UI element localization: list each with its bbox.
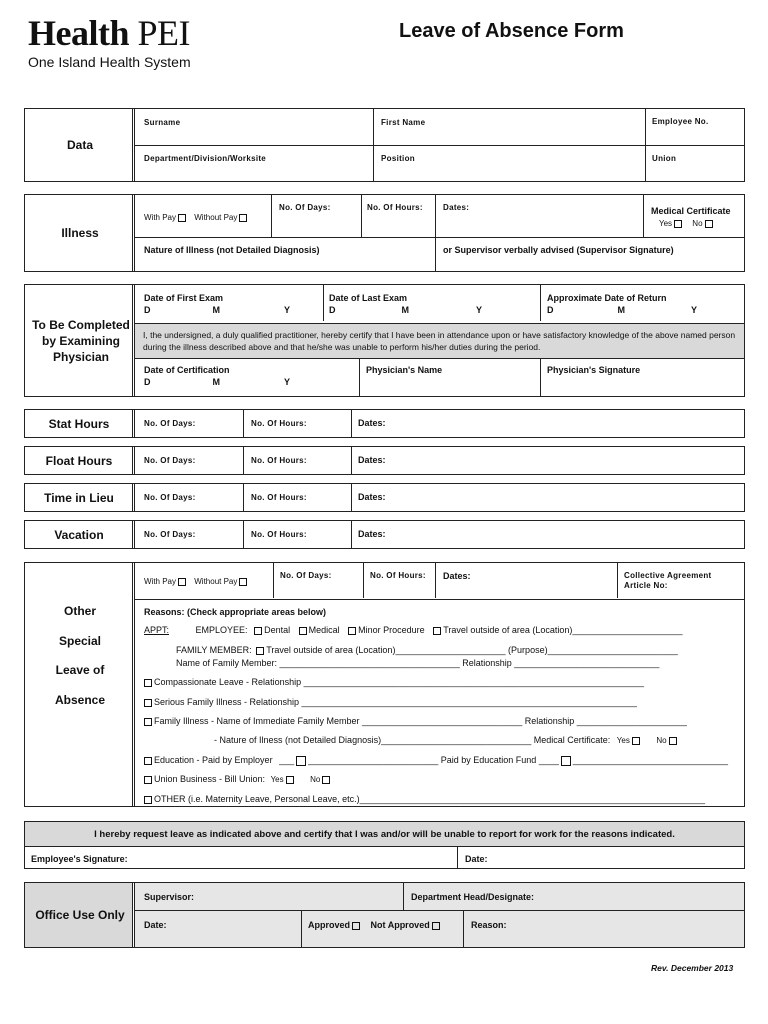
union-field[interactable]: Union (652, 154, 677, 163)
first-exam-d: D (144, 305, 151, 315)
other-hours-field[interactable]: No. Of Hours: (370, 571, 426, 580)
not-approved-checkbox[interactable] (432, 922, 440, 930)
float-days-field[interactable]: No. Of Days: (144, 456, 196, 465)
education-end: _______________________________ (572, 755, 729, 765)
vacation-days-field[interactable]: No. Of Days: (144, 530, 196, 539)
office-date-field[interactable]: Date: (144, 920, 167, 930)
supervisor-signature-field[interactable]: or Supervisor verbally advised (Supervisor Signature) (443, 245, 674, 255)
union-no-checkbox[interactable] (322, 776, 330, 784)
med-cert-no-label: No (692, 219, 703, 228)
article-no-label: Article No: (624, 581, 668, 590)
stat-dates-field[interactable]: Dates: (358, 418, 386, 428)
other-label-line2: Special (58, 633, 102, 648)
office-use-section (24, 882, 745, 948)
first-name-field[interactable]: First Name (381, 118, 426, 127)
last-exam-y: Y (476, 305, 483, 315)
illness-section (24, 194, 745, 272)
family-cert-no-label: No (656, 736, 667, 745)
dental-checkbox[interactable] (254, 627, 262, 635)
employee-label: EMPLOYEE: (195, 625, 248, 635)
reason-field[interactable]: Reason: (471, 920, 507, 930)
med-cert-options (659, 219, 715, 228)
stat-hours-label: Stat Hours (48, 416, 110, 431)
physician-label: To Be Completed by Examining Physician (32, 317, 130, 364)
reasons-heading: Reasons: (Check appropriate areas below) (144, 607, 327, 617)
education-employer-line: ___ (279, 755, 308, 765)
return-d: D (547, 305, 554, 315)
without-pay-checkbox[interactable] (239, 214, 247, 222)
fm-travel-label: Travel outside of area (Location)______________________ (Purpose)__________________________ (266, 645, 678, 655)
education-rest: __________________________ Paid by Education Fund ____ (308, 755, 559, 765)
collective-agreement-label: Collective Agreement (624, 571, 712, 580)
family-cert-no-checkbox[interactable] (669, 737, 677, 745)
declaration-date-field[interactable]: Date: (465, 854, 488, 864)
union-business-label: Union Business - Bill Union: (154, 774, 266, 784)
revision-date: Rev. December 2013 (651, 963, 734, 973)
certification-dmy[interactable] (144, 377, 290, 387)
lieu-hours-field[interactable]: No. Of Hours: (251, 493, 307, 502)
other-with-pay-checkbox[interactable] (178, 578, 186, 586)
family-member-label: FAMILY MEMBER: (176, 645, 252, 655)
vacation-dates-field[interactable]: Dates: (358, 529, 386, 539)
float-hours-section (24, 446, 745, 475)
compassionate-row (144, 677, 644, 687)
physician-signature-field[interactable]: Physician's Signature (547, 365, 641, 375)
return-m: M (617, 305, 625, 315)
other-without-pay-checkbox[interactable] (239, 578, 247, 586)
approved-checkbox[interactable] (352, 922, 360, 930)
with-pay-checkbox[interactable] (178, 214, 186, 222)
page-title: Leave of Absence Form (399, 20, 624, 42)
other-reason-checkbox[interactable] (144, 796, 152, 804)
first-exam-y: Y (284, 305, 291, 315)
appt-label: APPT: (144, 625, 170, 635)
serious-illness-checkbox[interactable] (144, 699, 152, 707)
logo-pei: PEI (137, 13, 190, 53)
float-dates-field[interactable]: Dates: (358, 455, 386, 465)
serious-illness-label: Serious Family Illness - Relationship ___________________________________________________________________ (154, 697, 637, 707)
other-label-line1: Other (63, 604, 96, 618)
cert-m: M (212, 377, 220, 387)
illness-days-field[interactable]: No. Of Days: (279, 203, 331, 212)
physician-statement-band (135, 323, 744, 359)
approval-options (308, 920, 442, 930)
other-reason-label: OTHER (i.e. Maternity Leave, Personal Leave, etc.)_____________________________________________________________________ (154, 794, 705, 804)
fm-travel-checkbox[interactable] (256, 647, 264, 655)
education-row (144, 755, 728, 766)
appt-row (144, 625, 683, 635)
last-exam-m: M (401, 305, 409, 315)
med-cert-no-checkbox[interactable] (705, 220, 713, 228)
education-label: Education - Paid by Employer (154, 755, 273, 765)
return-y: Y (691, 305, 698, 315)
family-nature-row (214, 735, 679, 745)
stat-days-field[interactable]: No. Of Days: (144, 419, 196, 428)
position-field[interactable]: Position (381, 154, 415, 163)
family-illness-label: Family Illness - Name of Immediate Family Member ________________________________ Relationship ______________________ (154, 716, 687, 726)
family-illness-checkbox[interactable] (144, 718, 152, 726)
return-date-label: Approximate Date of Return (547, 293, 667, 303)
first-exam-label: Date of First Exam (144, 293, 224, 303)
employee-no-field[interactable]: Employee No. (652, 117, 709, 126)
return-date-dmy[interactable] (547, 305, 697, 315)
not-approved-label: Not Approved (370, 920, 430, 930)
illness-pay-options (144, 213, 249, 222)
family-cert-yes-label: Yes (616, 736, 630, 745)
medical-certificate-label: Medical Certificate (651, 206, 731, 216)
logo (28, 14, 228, 74)
family-cert-yes-checkbox[interactable] (632, 737, 640, 745)
minor-procedure-label: Minor Procedure (358, 625, 425, 635)
other-leave-section (24, 562, 745, 807)
other-dates-field[interactable]: Dates: (443, 571, 471, 581)
surname-field[interactable]: Surname (144, 118, 181, 127)
travel-checkbox[interactable] (433, 627, 441, 635)
last-exam-d: D (329, 305, 336, 315)
first-exam-m: M (212, 305, 220, 315)
med-cert-yes-checkbox[interactable] (674, 220, 682, 228)
illness-hours-field[interactable]: No. Of Hours: (367, 203, 423, 212)
data-section (24, 108, 745, 182)
last-exam-dmy[interactable] (329, 305, 482, 315)
without-pay-label: Without Pay (194, 213, 238, 222)
travel-label: Travel outside of area (Location)______________________ (443, 625, 683, 635)
lieu-days-field[interactable]: No. Of Days: (144, 493, 196, 502)
stat-hours-field[interactable]: No. Of Hours: (251, 419, 307, 428)
time-in-lieu-label: Time in Lieu (44, 490, 114, 505)
serious-illness-row (144, 697, 637, 707)
compassionate-checkbox[interactable] (144, 679, 152, 687)
other-reason-row (144, 794, 705, 804)
union-no-label: No (310, 775, 321, 784)
other-days-field[interactable]: No. Of Days: (280, 571, 332, 580)
other-label-line3: Leave of (55, 663, 105, 677)
stat-hours-section (24, 409, 745, 438)
illness-label: Illness (61, 226, 99, 240)
other-with-pay-label: With Pay (144, 577, 177, 586)
cert-y: Y (284, 377, 291, 387)
dept-head-field[interactable]: Department Head/Designate: (411, 892, 535, 902)
family-nature-label: - Nature of Ilness (not Detailed Diagnosis)______________________________ Medical Certificate: (214, 735, 611, 745)
education-employer-box[interactable] (296, 756, 306, 766)
physician-name-field[interactable]: Physician's Name (366, 365, 443, 375)
supervisor-field[interactable]: Supervisor: (144, 892, 195, 902)
last-exam-label: Date of Last Exam (329, 293, 408, 303)
other-without-pay-label: Without Pay (194, 577, 238, 586)
float-hours-label: Float Hours (45, 453, 113, 468)
union-yes-checkbox[interactable] (286, 776, 294, 784)
medical-checkbox[interactable] (299, 627, 307, 635)
physician-section (24, 284, 745, 397)
illness-dates-field[interactable]: Dates: (443, 203, 470, 212)
nature-of-illness-field[interactable]: Nature of Illness (not Detailed Diagnosis) (144, 245, 320, 255)
vacation-hours-field[interactable]: No. Of Hours: (251, 530, 307, 539)
certification-date-label: Date of Certification (144, 365, 230, 375)
medical-label: Medical (308, 625, 340, 635)
logo-health: Health (28, 13, 129, 53)
family-member-name-field[interactable]: Name of Family Member: ____________________________________ Relationship _____________________________ (176, 658, 660, 668)
data-label: Data (66, 138, 93, 152)
office-use-label: Office Use Only (35, 908, 125, 922)
approved-label: Approved (308, 920, 351, 930)
other-pay-options (144, 577, 249, 586)
time-in-lieu-section (24, 483, 745, 512)
union-business-row (144, 774, 332, 784)
family-member-row (176, 645, 678, 655)
compassionate-label: Compassionate Leave - Relationship ____________________________________________________________________ (154, 677, 644, 687)
education-checkbox[interactable] (144, 757, 152, 765)
physician-statement: I, the undersigned, a duly qualified practitioner, hereby certify that I have been in attendance upon or have satisfactory knowledge of the above named person during the illness described above and that he/she was unable to perform his/her duties during the period. (143, 330, 736, 352)
cert-d: D (144, 377, 151, 387)
other-leave-label (25, 597, 135, 715)
with-pay-label: With Pay (144, 213, 177, 222)
dental-label: Dental (264, 625, 291, 635)
declaration-text: I hereby request leave as indicated above and certify that I was and/or will be unable to report for work for the reasons indicated. (94, 828, 675, 840)
union-yes-label: Yes (270, 775, 284, 784)
float-hours-field[interactable]: No. Of Hours: (251, 456, 307, 465)
department-field[interactable]: Department/Division/Worksite (144, 154, 267, 163)
minor-procedure-checkbox[interactable] (348, 627, 356, 635)
lieu-dates-field[interactable]: Dates: (358, 492, 386, 502)
employee-signature-field[interactable]: Employee's Signature: (31, 854, 128, 864)
declaration-section (24, 821, 745, 869)
other-label-line4: Absence (54, 692, 106, 707)
union-business-checkbox[interactable] (144, 776, 152, 784)
med-cert-yes-label: Yes (659, 219, 673, 228)
collective-agreement-field[interactable] (624, 571, 712, 591)
education-fund-box[interactable] (561, 756, 571, 766)
family-illness-row (144, 716, 687, 726)
logo-subtitle: One Island Health System (28, 54, 191, 70)
first-exam-dmy[interactable] (144, 305, 290, 315)
declaration-band (25, 822, 744, 847)
vacation-section (24, 520, 745, 549)
vacation-label: Vacation (54, 527, 104, 542)
